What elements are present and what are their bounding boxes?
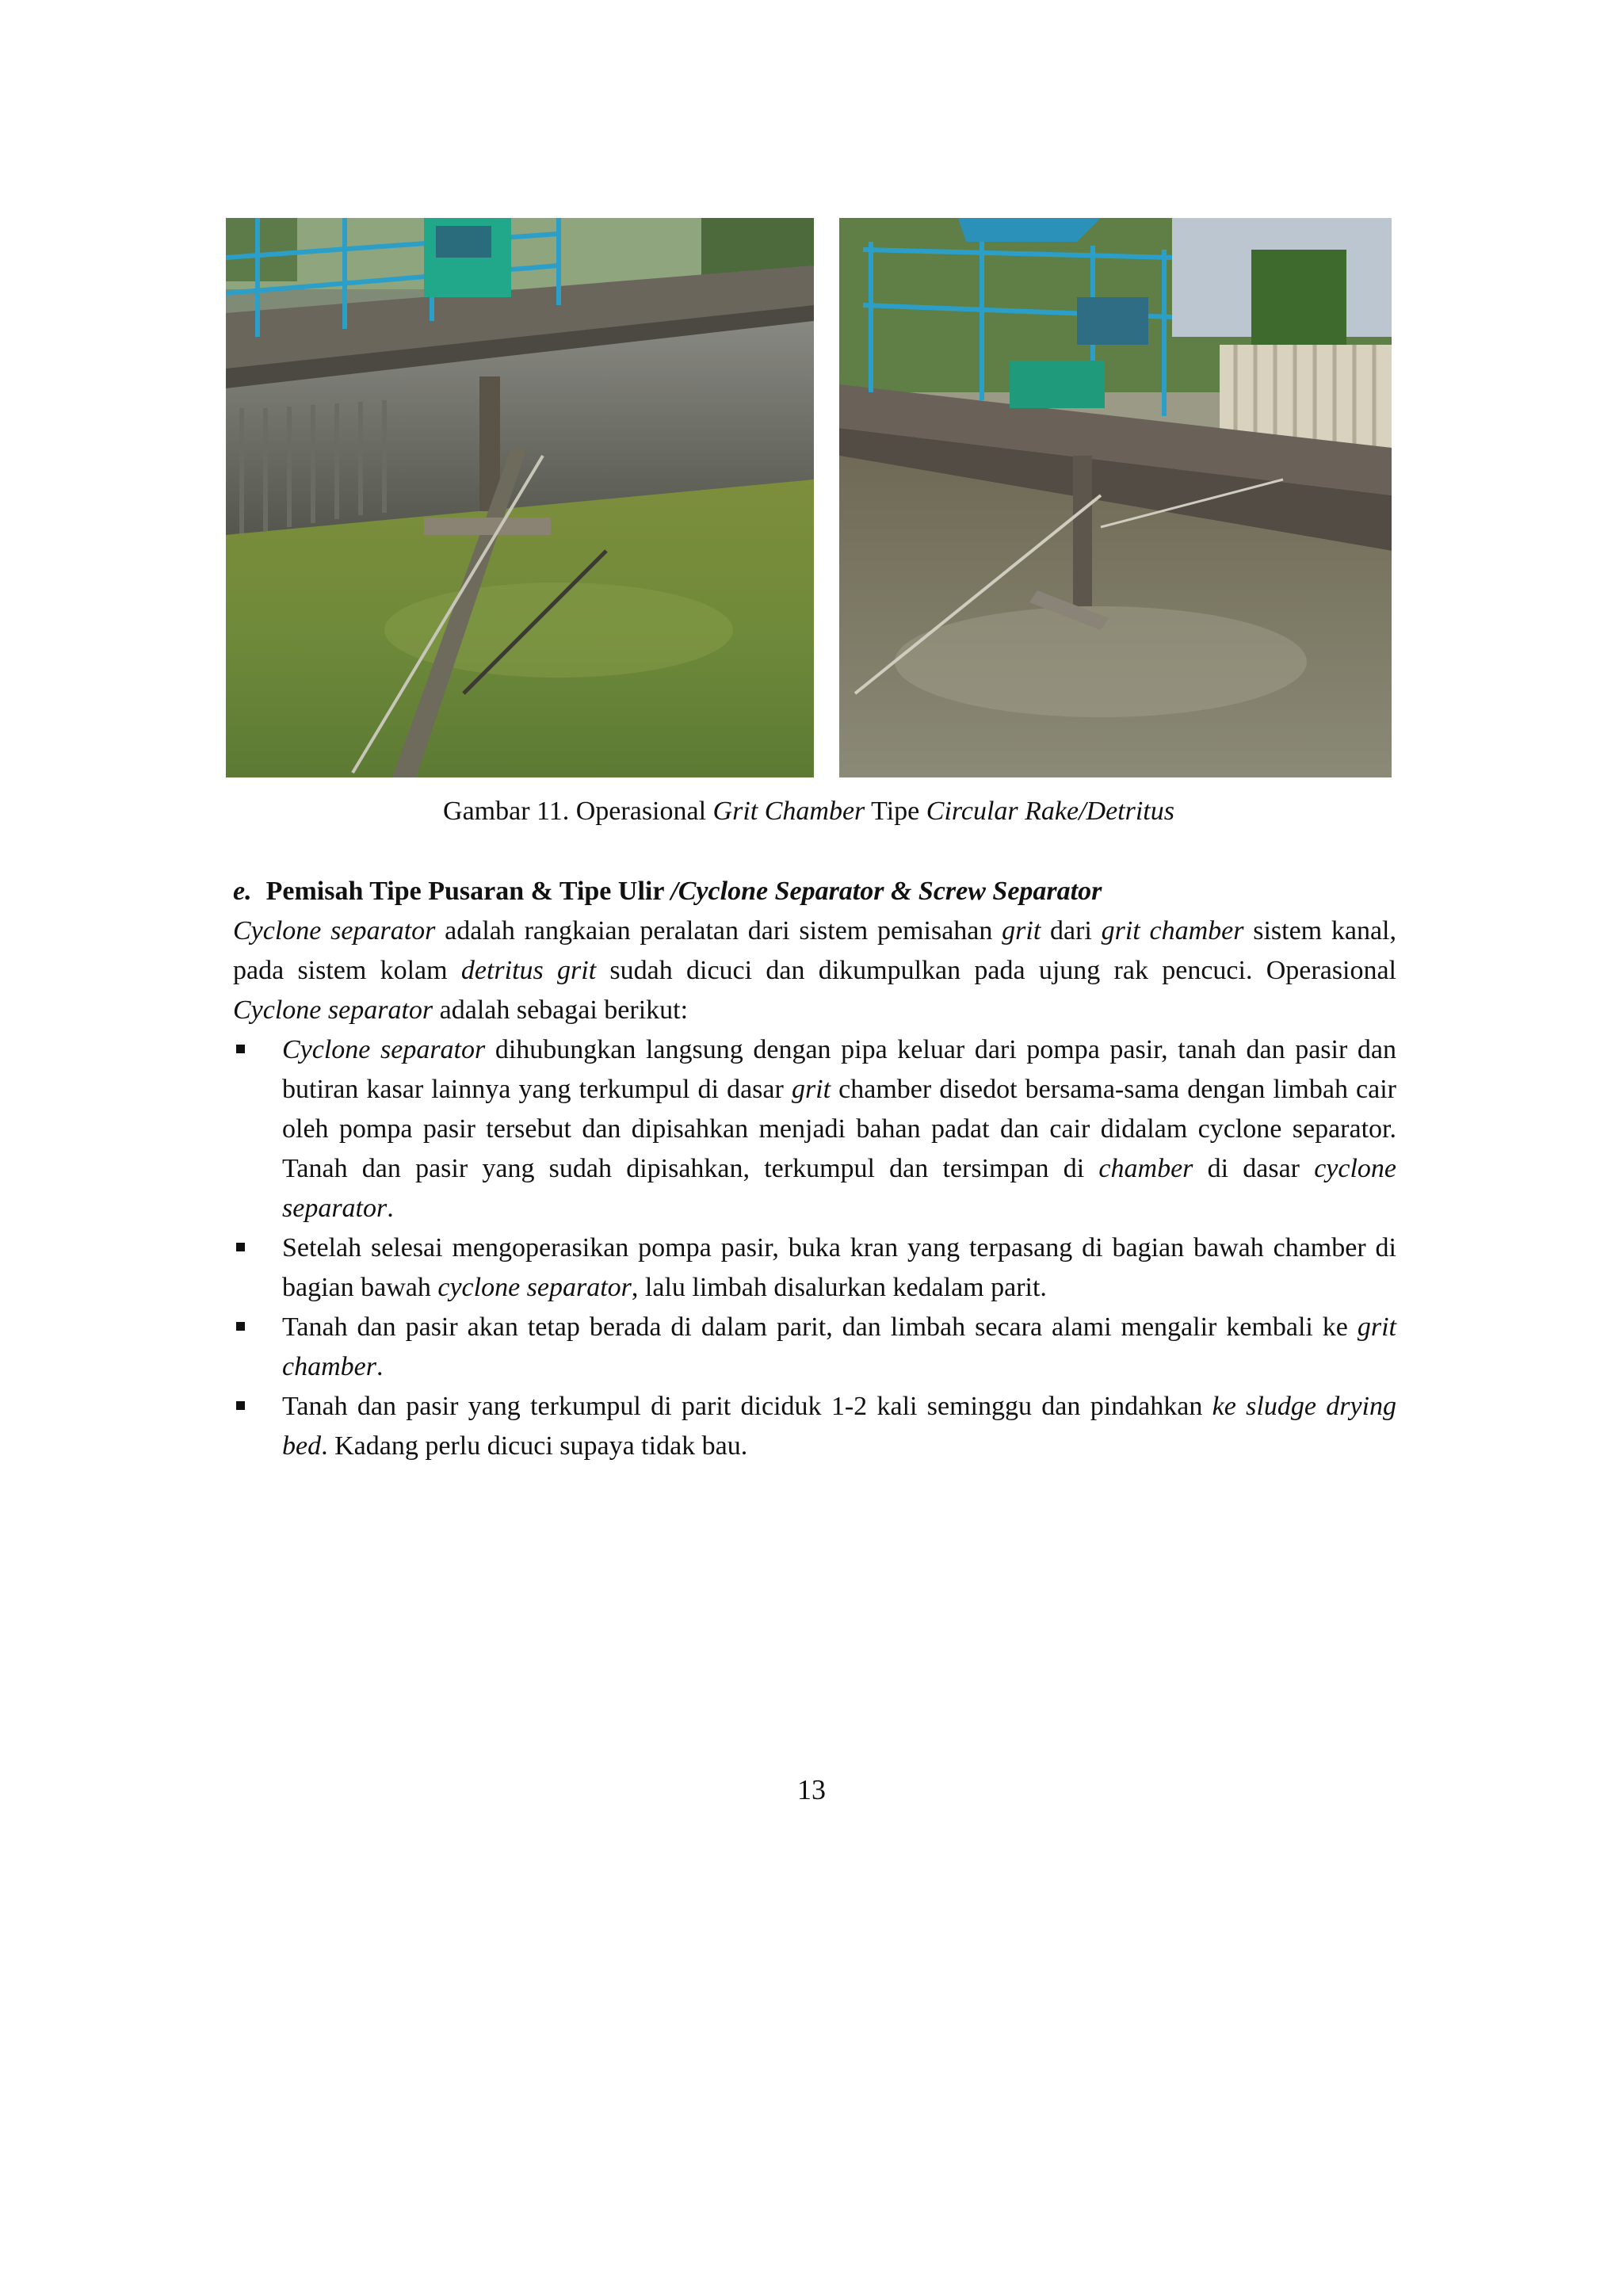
list-item bbox=[233, 1387, 1396, 1466]
intro-term: Cyclone separator bbox=[233, 916, 436, 946]
caption-rake-type: Circular Rake/Detritus bbox=[926, 797, 1174, 826]
intro-term: grit chamber bbox=[1101, 916, 1244, 946]
intro-text: adalah rangkaian peralatan dari sistem pemisahan bbox=[435, 916, 1002, 946]
text: . bbox=[387, 1194, 394, 1223]
heading-letter: e. bbox=[233, 877, 252, 906]
intro-text: dari bbox=[1041, 916, 1102, 946]
term: ke sludge drying bed bbox=[282, 1392, 1397, 1461]
intro-text: sistem kanal, pada sistem kolam bbox=[233, 916, 1396, 985]
term: grit chamber bbox=[282, 1312, 1396, 1381]
list-item bbox=[233, 1030, 1396, 1228]
heading-bold-text: Pemisah Tipe Pusaran & Tipe Ulir bbox=[265, 877, 671, 906]
list-item bbox=[233, 1308, 1396, 1387]
figure-caption bbox=[226, 794, 1392, 829]
intro-text: adalah sebagai berikut: bbox=[433, 995, 689, 1025]
text: dihubungkan langsung dengan pipa keluar dari pompa pasir, tanah dan pasir dan butiran kasar lainnya yang terkumpul di dasar bbox=[282, 1035, 1396, 1104]
term: Cyclone separator bbox=[282, 1035, 486, 1064]
caption-text: Tipe bbox=[865, 797, 926, 826]
term: cyclone separator bbox=[282, 1154, 1397, 1223]
text: . bbox=[376, 1352, 384, 1381]
section-heading bbox=[233, 872, 1396, 911]
heading-italic-text: /Cyclone Separator & Screw Separator bbox=[670, 877, 1102, 906]
page-number: 13 bbox=[797, 1774, 826, 1805]
text: di dasar bbox=[1193, 1154, 1315, 1183]
intro-term: Cyclone separator bbox=[233, 995, 433, 1025]
text: . Kadang perlu dicuci supaya tidak bau. bbox=[321, 1431, 748, 1461]
caption-text: Gambar 11. Operasional bbox=[443, 797, 713, 826]
text: chamber disedot bersama-sama dengan limbah cair oleh pompa pasir tersebut dan dipisahkan menjadi bahan padat dan cair didalam cyclone separator. Tanah dan pasir yang sudah dipisahkan, terkumpul dan tersimpan di bbox=[282, 1075, 1397, 1183]
operation-steps-list bbox=[233, 1030, 1396, 1466]
photo-grit-chamber-green-water bbox=[226, 218, 814, 777]
term: chamber bbox=[1098, 1154, 1193, 1183]
intro-text: sudah dicuci dan dikumpulkan pada ujung rak pencuci. Operasional bbox=[596, 956, 1396, 985]
caption-grit-chamber: Grit Chamber bbox=[712, 797, 865, 826]
intro-term: detritus grit bbox=[460, 956, 597, 985]
text: , lalu limbah disalurkan kedalam parit. bbox=[631, 1273, 1047, 1302]
text: Tanah dan pasir yang terkumpul di parit diciduk 1-2 kali seminggu dan pindahkan bbox=[282, 1392, 1212, 1421]
section-content bbox=[233, 872, 1396, 1466]
photo-grit-chamber-grey-water bbox=[839, 218, 1392, 777]
list-item bbox=[233, 1228, 1396, 1308]
intro-term: grit bbox=[1002, 916, 1041, 946]
intro-paragraph bbox=[233, 911, 1396, 1030]
term: grit bbox=[791, 1075, 831, 1104]
text: Setelah selesai mengoperasikan pompa pasir, buka kran yang terpasang di bagian bawah chamber di bagian bawah bbox=[282, 1233, 1396, 1302]
term: cyclone separator bbox=[437, 1273, 632, 1302]
text: Tanah dan pasir akan tetap berada di dalam parit, dan limbah secara alami mengalir kembali ke bbox=[282, 1312, 1358, 1342]
